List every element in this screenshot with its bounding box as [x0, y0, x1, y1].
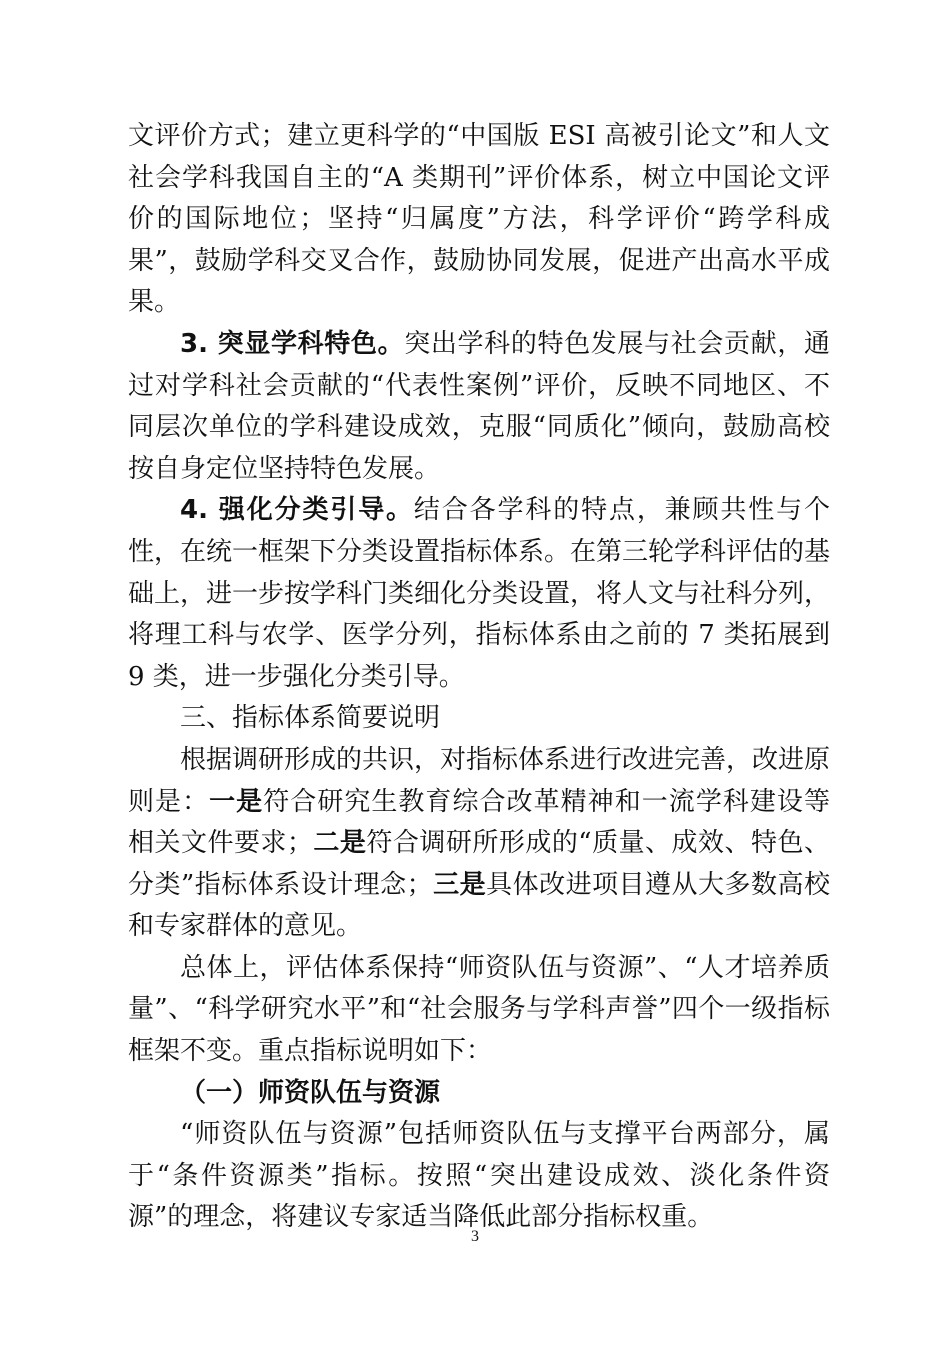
paragraph-text: 总体上，评估体系保持“师资队伍与资源”、“人才培养质量”、“科学研究水平”和“社会服务与学科声誉”四个一级指标框架不变。重点指标说明如下：	[128, 952, 830, 1067]
subsection-heading-faculty-resources: （一）师资队伍与资源	[180, 1077, 441, 1108]
principles-intro: 根据调研形成的共识，对指标体系进行改进完善，改进原则是：	[128, 744, 831, 817]
page-number: 3	[471, 1228, 479, 1245]
paragraph-overall-framework	[128, 948, 830, 1073]
item-lead-heading: 3. 突显学科特色。	[180, 328, 405, 359]
principle-label-third: 三是	[432, 869, 487, 900]
principle-text-third: 具体改进项目遵从大多数高校和专家群体的意见。	[128, 869, 830, 942]
principle-label-second: 二是	[312, 828, 367, 859]
paragraph-text: “师资队伍与资源”包括师资队伍与支撑平台两部分，属于“条件资源类”指标。按照“突出建设成效、淡化条件资源”的理念，将建议专家适当降低此部分指标权重。	[128, 1119, 830, 1233]
item-lead-heading: 4. 强化分类引导。	[180, 495, 414, 526]
item-highlight-discipline-features	[128, 324, 830, 490]
paragraph-faculty-resources	[128, 1114, 830, 1239]
item-classified-guidance	[128, 490, 830, 698]
principle-text-first: 符合研究生教育综合改革精神和一流学科建设等相关文件要求；	[128, 786, 830, 859]
paragraph-improvement-principles	[128, 740, 830, 948]
principle-text-second: 符合调研所形成的“质量、成效、特色、分类”指标体系设计理念；	[128, 828, 830, 900]
section-heading-indicator-system: 三、指标体系简要说明	[180, 703, 441, 734]
item-text: 突出学科的特色发展与社会贡献，通过对学科社会贡献的“代表性案例”评价，反映不同地区、不同层次单位的学科建设成效，克服“同质化”倾向，鼓励高校按自身定位坚持特色发展。	[128, 328, 830, 484]
paragraph-text: 文评价方式；建立更科学的“中国版 ESI 高被引论文”和人文社会学科我国自主的“A 类期刊”评价体系，树立中国论文评价的国际地位；坚持“归属度”方法，科学评价“跨学科成果”，鼓励学科交叉合作，鼓励协同发展，促进产出高水平成果。	[128, 121, 830, 318]
document-body	[128, 116, 830, 1239]
paragraph-evaluation-methods	[128, 116, 830, 324]
principle-label-first: 一是	[209, 786, 264, 817]
item-text: 结合各学科的特点，兼顾共性与个性，在统一框架下分类设置指标体系。在第三轮学科评估的基础上，进一步按学科门类细化分类设置，将人文与社科分列，将理工科与农学、医学分列，指标体系由之前的 7 类拓展到 9 类，进一步强化分类引导。	[128, 495, 831, 692]
